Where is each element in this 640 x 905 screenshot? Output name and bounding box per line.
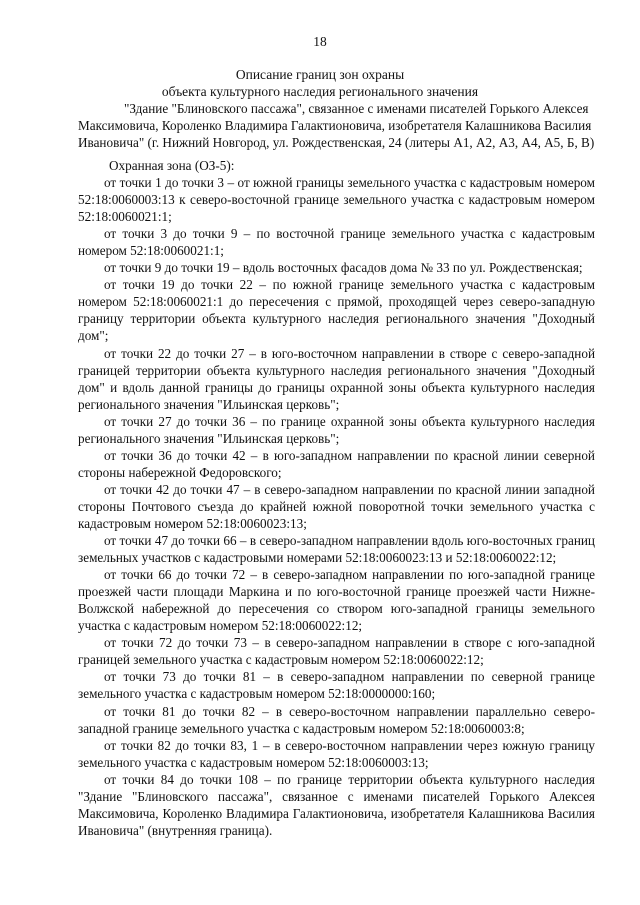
boundary-paragraph: от точки 27 до точки 36 – по границе охранной зоны объекта культурного наследия регионального значения "Ильинская церковь";: [78, 413, 595, 446]
boundary-paragraph: от точки 42 до точки 47 – в северо-западном направлении по красной линии западной стороны Почтового съезда до крайней южной поворотной точки земельного участка с кадастровым номером 52:18:0060023:13;: [78, 481, 595, 531]
boundary-paragraph: от точки 81 до точки 82 – в северо-восточном направлении параллельно северо-западной границе земельного участка с кадастровым номером 52:18:0060003:8;: [78, 703, 595, 736]
boundary-paragraph: от точки 36 до точки 42 – в юго-западном направлении по красной линии северной стороны набережной Федоровского;: [78, 447, 595, 480]
boundary-paragraph: от точки 82 до точки 83, 1 – в северо-восточном направлении через южную границу земельного участка с кадастровым номером 52:18:0060003:13;: [78, 737, 595, 770]
zone-title: Охранная зона (ОЗ-5):: [109, 158, 235, 173]
boundary-paragraph: от точки 47 до точки 66 – в северо-западном направлении вдоль юго-восточных границ земельных участков с кадастровыми номерами 52:18:0060023:13 и 52:18:0060022:12;: [78, 533, 595, 566]
boundary-paragraph: от точки 3 до точки 9 – по восточной границе земельного участка с кадастровым номером 52:18:0060021:1;: [78, 226, 595, 259]
boundary-paragraph: от точки 84 до точки 108 – по границе территории объекта культурного наследия "Здание "Блиновского пассажа", связанное с именами писателей Горького Алексея Максимовича, Короленко Владимира Галактионовича, изобретателя Калашникова Василия Ивановича" (внутренняя граница).: [78, 771, 595, 838]
object-line-3: Ивановича" (г. Нижний Новгород, ул. Рождественская, 24 (литеры А1, А2, А3, А4, А5, Б, В): [78, 135, 595, 150]
boundary-paragraph: от точки 22 до точки 27 – в юго-восточном направлении в створе с северо-западной границей территории объекта культурного наследия регионального значения "Доходный дом" и вдоль данной границы до границы охранной зоны объекта культурного наследия регионального значения "Ильинская церковь";: [78, 345, 595, 412]
boundary-description: [78, 157, 595, 839]
object-description: [78, 100, 595, 151]
object-line-1: "Здание "Блиновского пассажа", связанное с именами писателей Горького Алексея: [124, 101, 589, 116]
document-heading: [0, 66, 640, 100]
boundary-paragraph: от точки 72 до точки 73 – в северо-западном направлении в створе с юго-западной границей земельного участка с кадастровым номером 52:18:0060022:12;: [78, 635, 595, 668]
object-line-2: Максимовича, Короленко Владимира Галактионовича, изобретателя Калашникова Василия: [78, 118, 592, 133]
page-number: 18: [313, 34, 327, 49]
heading-line-1: Описание границ зон охраны: [235, 67, 405, 82]
boundary-paragraph: от точки 19 до точки 22 – по южной границе земельного участка с кадастровым номером 52:18:0060021:1 до пересечения с прямой, проходящей через северо-западную границу территории объекта культурного наследия регионального значения "Доходный дом";: [78, 277, 595, 344]
boundary-paragraph: от точки 66 до точки 72 – в северо-западном направлении по юго-западной границе проезжей части площади Маркина и по юго-восточной границе проезжей части Нижне-Волжской набережной до пересечения со створом юго-западной границы земельного участка с кадастровым номером 52:18:0060022:12;: [78, 567, 595, 634]
boundary-paragraph: от точки 73 до точки 81 – в северо-западном направлении по северной границе земельного участка с кадастровым номером 52:18:0000000:160;: [78, 669, 595, 702]
boundary-paragraph: от точки 1 до точки 3 – от южной границы земельного участка с кадастровым номером 52:18:0060003:13 к северо-восточной границе земельного участка с кадастровым номером 52:18:0060021:1;: [78, 175, 595, 225]
boundary-paragraph: от точки 9 до точки 19 – вдоль восточных фасадов дома № 33 по ул. Рождественская;: [104, 260, 583, 276]
heading-line-2: объекта культурного наследия регионального значения: [161, 84, 479, 99]
